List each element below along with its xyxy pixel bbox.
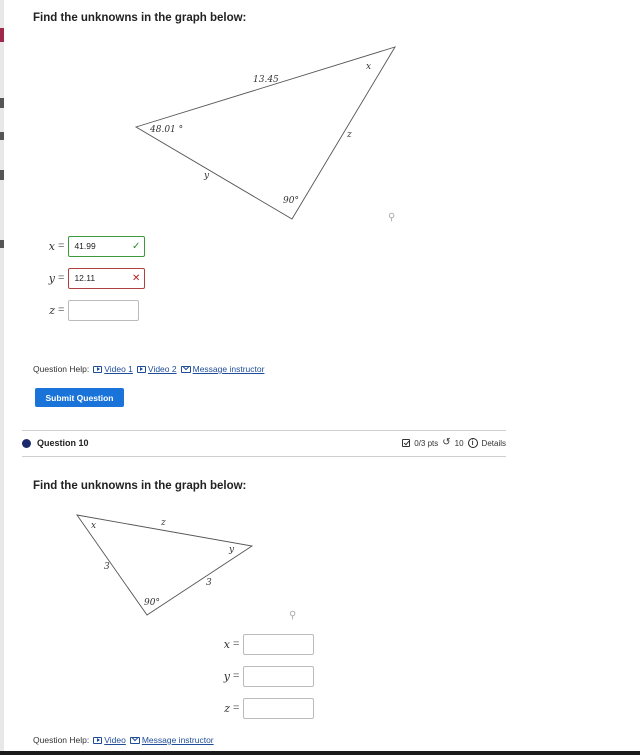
retry-icon: ↺ [442, 437, 451, 448]
equals-sign: = [233, 638, 240, 650]
variable-label: z [49, 303, 55, 317]
angle-label-90: 90° [144, 598, 160, 608]
answer-input-x[interactable] [243, 634, 314, 655]
video-label: Video [104, 735, 126, 745]
message-instructor-label: Message instructor [141, 735, 214, 745]
points-text: 0/3 pts [414, 438, 439, 448]
vertex-label-y: y [229, 545, 235, 555]
answer-value: 12.11 [74, 273, 96, 283]
question-number: Question 10 [37, 438, 89, 448]
correct-check-icon: ✓ [132, 240, 141, 252]
vertex-label-x: x [366, 62, 372, 72]
side-label-13-45: 13.45 [253, 75, 279, 85]
equals-sign: = [233, 702, 240, 714]
side-label-z: z [347, 130, 352, 140]
side-label-z: z [161, 518, 166, 528]
answer-row-x [218, 633, 314, 655]
message-instructor-link[interactable] [130, 735, 214, 745]
video-2-label: Video 2 [147, 364, 177, 374]
variable-label: y [48, 271, 55, 285]
side-label-y: y [204, 171, 210, 181]
video-icon [93, 737, 102, 744]
taskbar-strip [0, 751, 640, 755]
incorrect-x-icon: ✕ [132, 272, 141, 284]
answer-input-y[interactable] [243, 666, 314, 687]
video-1-label: Video 1 [104, 364, 133, 374]
side-label-3-left: 3 [104, 562, 110, 572]
info-icon[interactable]: i [468, 438, 478, 448]
angle-label-90: 90° [283, 196, 299, 206]
mail-icon [130, 737, 140, 744]
variable-label: x [48, 239, 55, 253]
message-instructor-label: Message instructor [192, 364, 265, 374]
answer-row-y [218, 665, 314, 687]
vertex-label-x: x [91, 521, 97, 531]
equals-sign: = [233, 670, 240, 682]
answer-value: 41.99 [74, 241, 96, 251]
help-label: Question Help: [33, 364, 90, 374]
angle-label-48-01: 48.01 ° [150, 125, 184, 135]
details-link[interactable]: Details [481, 438, 506, 448]
answer-input-z[interactable] [243, 698, 314, 719]
equals-sign: = [58, 272, 65, 284]
question-help-q10 [33, 735, 214, 745]
help-label: Question Help: [33, 735, 90, 745]
equals-sign: = [58, 304, 65, 316]
question-prompt: Find the unknowns in the graph below: [33, 12, 247, 24]
retries-count: 10 [454, 438, 464, 448]
submit-question-button[interactable]: Submit Question [35, 388, 124, 407]
equals-sign: = [58, 240, 65, 252]
variable-label: z [224, 701, 230, 715]
question-prompt: Find the unknowns in the graph below: [33, 480, 247, 492]
variable-label: y [223, 669, 230, 683]
zoom-icon[interactable]: ⚲ [289, 610, 297, 621]
zoom-icon[interactable]: ⚲ [388, 212, 396, 223]
variable-label: x [223, 637, 230, 651]
video-link[interactable] [93, 735, 126, 745]
side-label-3-right: 3 [206, 578, 212, 588]
answer-row-z [218, 697, 314, 719]
